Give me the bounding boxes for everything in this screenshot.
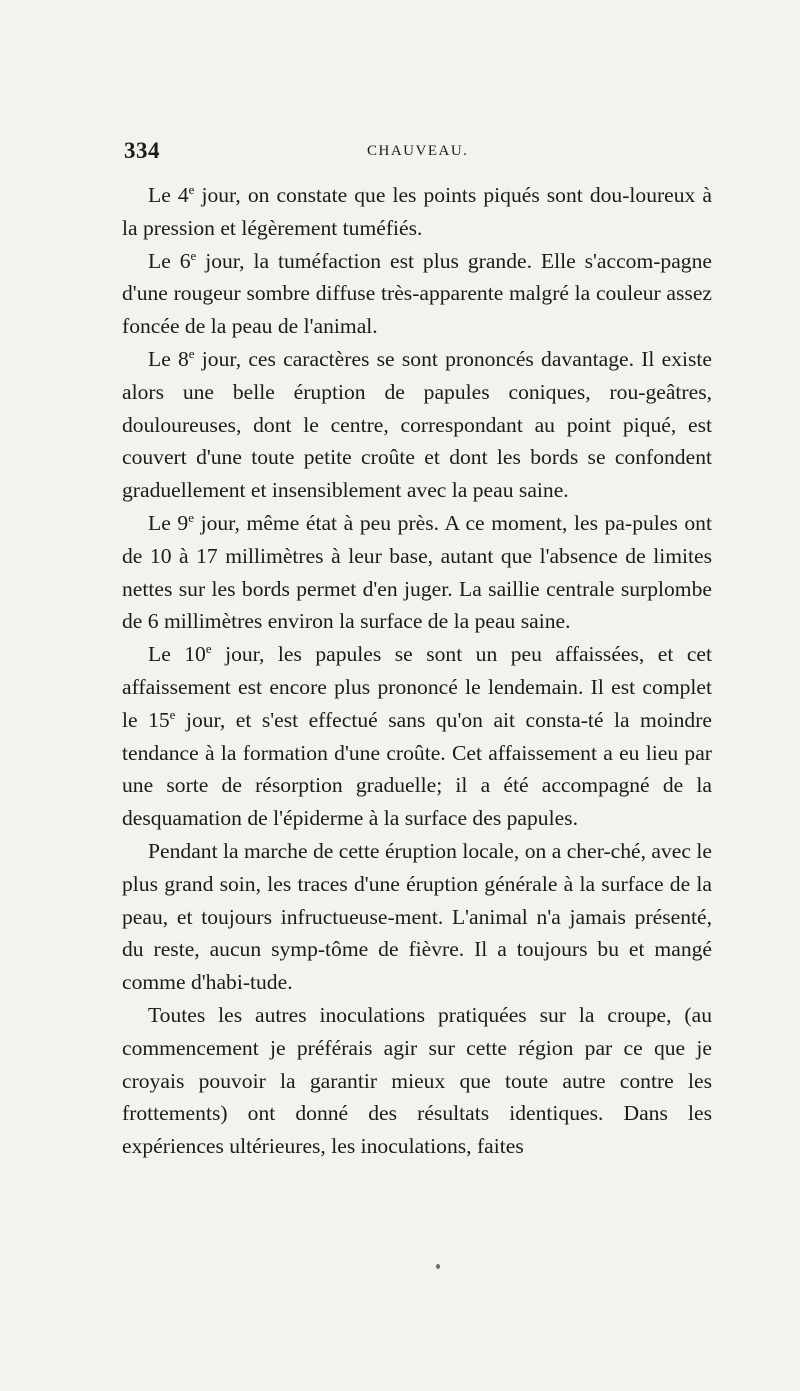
paragraph-other-inoculations: Toutes les autres inoculations pratiquées sur la croupe, (au commencement je préférais agir sur cette région par ce que je croyais pouvoir la garantir mieux que toute autre contre les frottements) ont donné des résultats identiques. Dans les expériences ultérieures, les inoculations, faites [122, 1002, 712, 1159]
page-header [124, 138, 714, 168]
paragraph-day-9: Le 9e jour, même état à peu près. A ce moment, les pa-pules ont de 10 à 17 millimètres à leur base, autant que l'absence de limites nettes sur les bords permet d'en juger. La saillie centrale surplombe de 6 millimètres environ la surface de la peau saine. [122, 509, 712, 634]
page-number: 334 [124, 138, 160, 163]
paragraph-day-10: Le 10e jour, les papules se sont un peu affaissées, et cet affaissement est encore plus prononcé le lendemain. Il est complet le 15e jour, et s'est effectué sans qu'on ait consta-té la moindre tendance à la formation d'une croûte. Cet affaissement a eu lieu par une sorte de résorption graduelle; il a été accompagné de la desquamation de l'épiderme à la surface des papules. [122, 641, 712, 831]
paragraph-day-8: Le 8e jour, ces caractères se sont prononcés davantage. Il existe alors une belle éruption de papules coniques, rou-geâtres, douloureuses, dont le centre, correspondant au point piqué, est couvert d'une toute petite croûte et dont les bords se confondent graduellement et insensiblement avec la peau saine. [122, 345, 712, 503]
paragraph-general-eruption: Pendant la marche de cette éruption locale, on a cher-ché, avec le plus grand soin, les traces d'une éruption générale à la surface de la peau, et toujours infructueuse-ment. L'animal n'a jamais présenté, du reste, aucun symp-tôme de fièvre. Il a toujours bu et mangé comme d'habi-tude. [122, 838, 712, 995]
paragraph-day-6: Le 6e jour, la tuméfaction est plus grande. Elle s'accom-pagne d'une rougeur sombre diffuse très-apparente malgré la couleur assez foncée de la peau de l'animal. [122, 247, 712, 339]
body-text [122, 179, 712, 1163]
print-speck [436, 1264, 440, 1269]
running-head: CHAUVEAU. [367, 143, 469, 159]
paragraph-day-4: Le 4e jour, on constate que les points piqués sont dou-loureux à la pression et légèrement tuméfiés. [122, 182, 712, 240]
